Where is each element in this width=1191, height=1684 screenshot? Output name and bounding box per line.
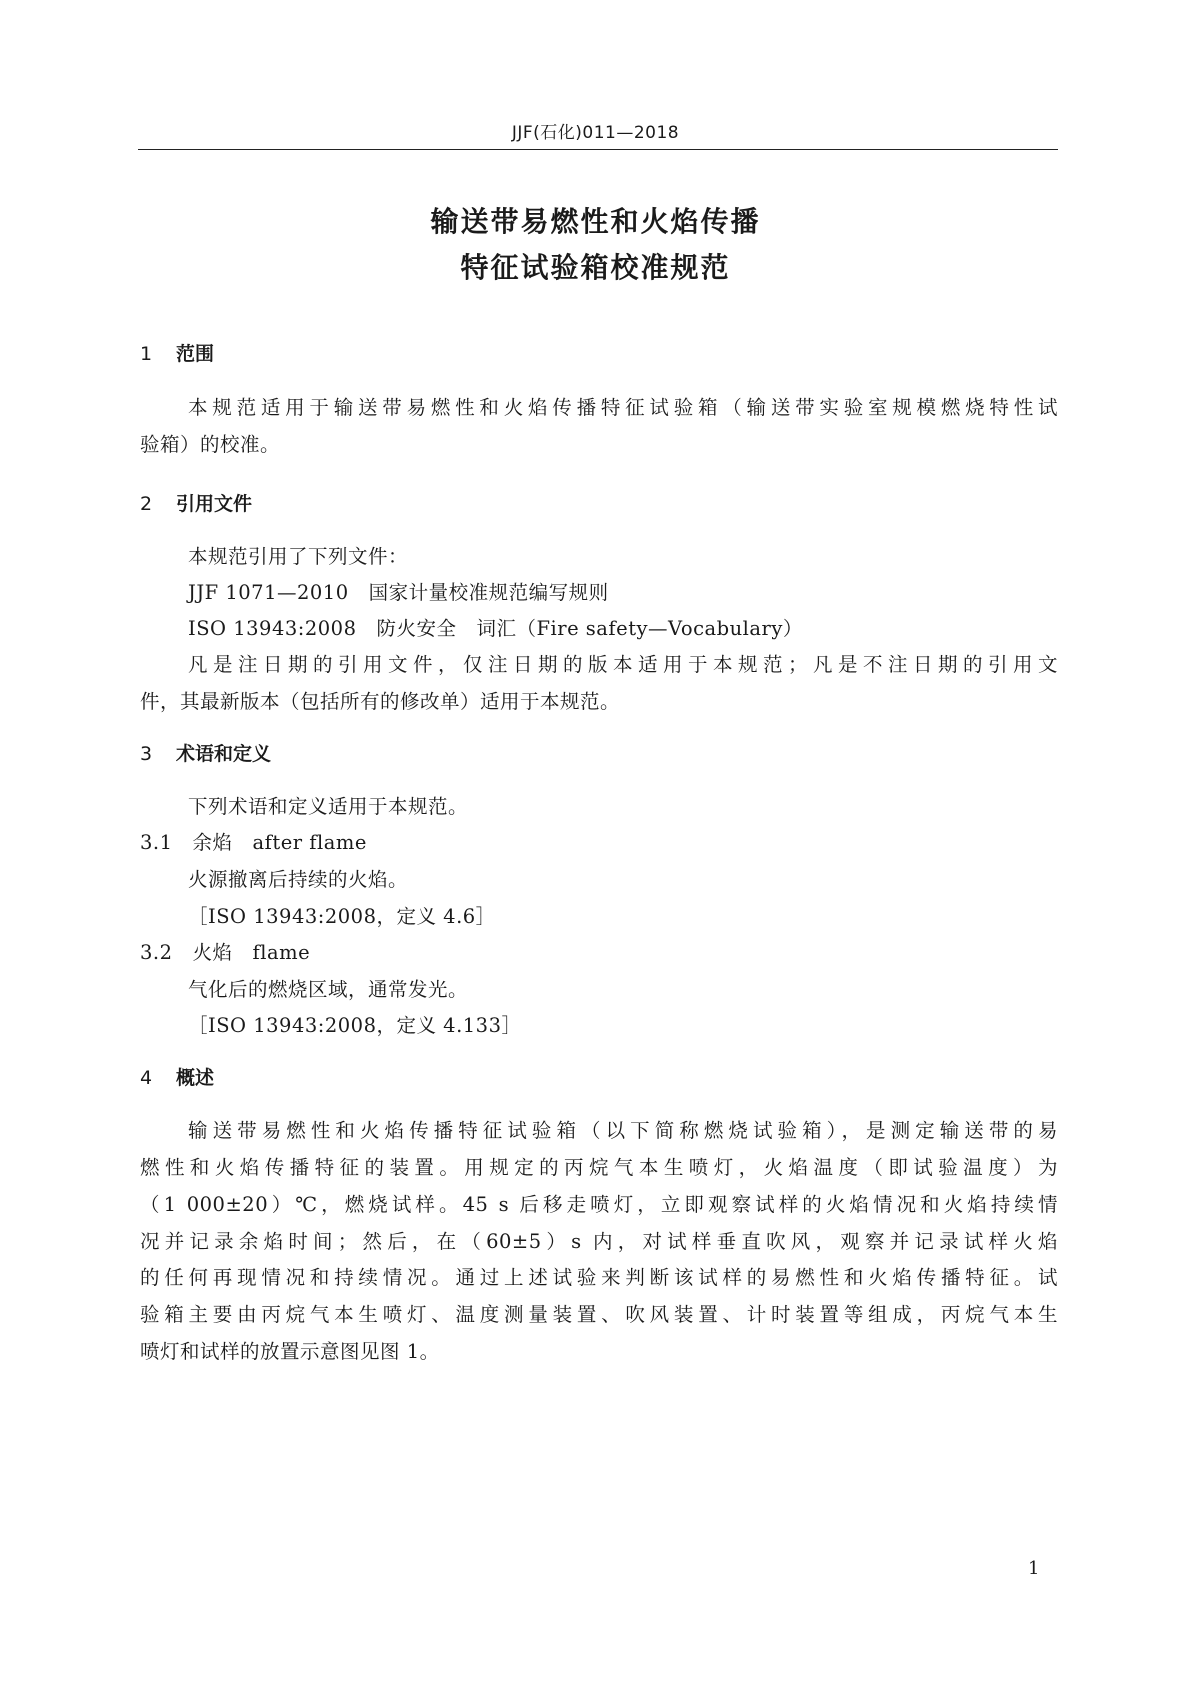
paragraph-line: （1 000±20）℃，燃烧试样。45 s 后移走喷灯，立即观察试样的火焰情况和火焰持续情 [140, 1193, 1058, 1216]
reference-item: ISO 13943:2008 防火安全 词汇（Fire safety—Vocabulary） [188, 617, 803, 640]
page-number: 1 [1028, 1558, 1040, 1579]
paragraph-line: 验箱）的校准。 [140, 433, 281, 456]
term-definition: 气化后的燃烧区域，通常发光。 [188, 978, 469, 1001]
section-number: 4 [140, 1067, 153, 1089]
document-title-line-1: 输送带易燃性和火焰传播 [430, 205, 761, 238]
paragraph-line: 况并记录余焰时间；然后，在（60±5）s 内，对试样垂直吹风，观察并记录试样火焰 [140, 1230, 1058, 1253]
term-definition: 火源撤离后持续的火焰。 [188, 868, 409, 891]
section-title: 范围 [176, 343, 215, 365]
term-heading: 3.2 火焰 flame [140, 941, 311, 964]
paragraph-line: 验箱主要由丙烷气本生喷灯、温度测量装置、吹风装置、计时装置等组成，丙烷气本生 [140, 1303, 1058, 1326]
term-source: ［ISO 13943:2008，定义 4.133］ [188, 1014, 522, 1037]
paragraph-line: 件，其最新版本（包括所有的修改单）适用于本规范。 [140, 690, 621, 713]
section-title: 概述 [176, 1067, 215, 1089]
section-heading-4 [140, 1063, 214, 1090]
document-title-line-2: 特征试验箱校准规范 [460, 251, 731, 284]
section-heading-1 [140, 339, 214, 366]
paragraph-line: 输送带易燃性和火焰传播特征试验箱（以下简称燃烧试验箱），是测定输送带的易 [188, 1119, 1058, 1142]
paragraph-line: 本规范引用了下列文件： [188, 545, 409, 568]
term-heading: 3.1 余焰 after flame [140, 831, 367, 854]
section-heading-3 [140, 739, 271, 766]
section-heading-2 [140, 489, 252, 516]
reference-item: JJF 1071—2010 国家计量校准规范编写规则 [188, 581, 609, 604]
paragraph-line: 喷灯和试样的放置示意图见图 1。 [140, 1340, 440, 1363]
paragraph-line: 燃性和火焰传播特征的装置。用规定的丙烷气本生喷灯，火焰温度（即试验温度）为 [140, 1156, 1058, 1179]
document-header-code: JJF(石化)011—2018 [511, 123, 680, 143]
section-number: 1 [140, 343, 153, 365]
section-number: 3 [140, 743, 153, 765]
paragraph-line: 下列术语和定义适用于本规范。 [188, 795, 469, 818]
section-title: 术语和定义 [176, 743, 272, 765]
section-number: 2 [140, 493, 153, 515]
paragraph-line: 凡是注日期的引用文件，仅注日期的版本适用于本规范；凡是不注日期的引用文 [188, 653, 1058, 676]
paragraph-line: 本规范适用于输送带易燃性和火焰传播特征试验箱（输送带实验室规模燃烧特性试 [188, 396, 1058, 419]
paragraph-line: 的任何再现情况和持续情况。通过上述试验来判断该试样的易燃性和火焰传播特征。试 [140, 1266, 1058, 1289]
term-source: ［ISO 13943:2008，定义 4.6］ [188, 905, 496, 928]
section-title: 引用文件 [176, 493, 253, 515]
header-rule [138, 149, 1058, 150]
